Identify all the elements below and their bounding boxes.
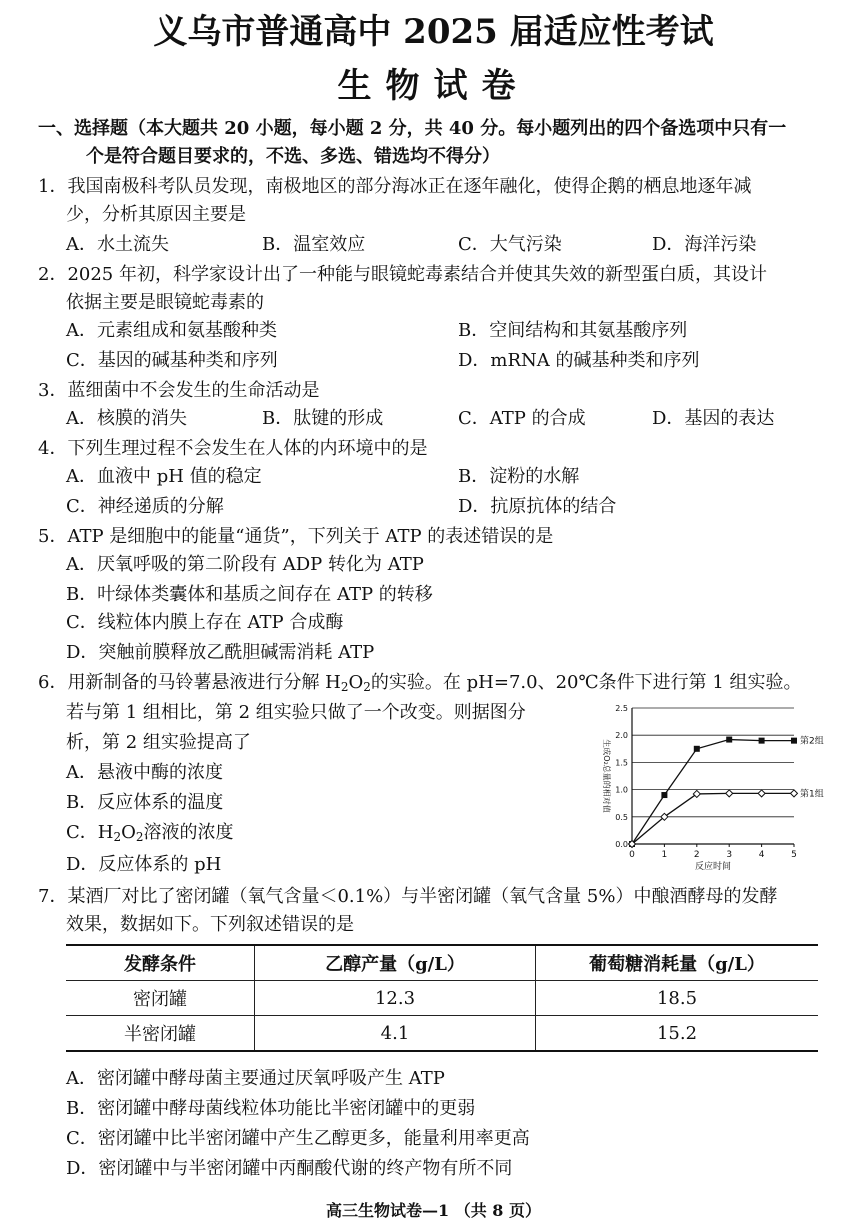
q1-stem: 1．我国南极科考队员发现，南极地区的部分海冰正在逐年融化，使得企鹅的栖息地逐年减: [38, 176, 752, 197]
table-header-cell: 发酵条件: [66, 945, 255, 981]
table-cell: 12.3: [255, 981, 536, 1016]
q3-stem: 3．蓝细菌中不会发生的生命活动是: [38, 380, 320, 401]
q3-option-b: B．肽键的形成: [262, 408, 384, 429]
q2-option-a: A．元素组成和氨基酸种类: [66, 320, 277, 341]
q6-option-c-part: C．H: [66, 822, 114, 843]
q1-stem-cont: 少，分析其原因主要是: [66, 204, 246, 225]
x-tick-label: 3: [726, 850, 733, 860]
y-tick-label: 2.5: [615, 704, 628, 713]
y-tick-label: 2.0: [615, 731, 628, 741]
q1-option-b: B．温室效应: [262, 234, 366, 255]
q5-option-b: B．叶绿体类囊体和基质之间存在 ATP 的转移: [66, 584, 433, 605]
q6-stem-part: 的实验。在 pH=7.0、20℃条件下进行第 1 组实验。: [370, 672, 802, 693]
q6-stem: [38, 670, 802, 700]
q7-option-b: B．密闭罐中酵母菌线粒体功能比半密闭罐中的更弱: [66, 1098, 476, 1119]
q6-option-d: D．反应体系的 pH: [66, 854, 222, 875]
series-line: [632, 740, 794, 844]
q4-stem: 4．下列生理过程不会发生在人体的内环境中的是: [38, 438, 428, 459]
section-heading-cont: 个是符合题目要求的，不选、多选、错选均不得分）: [86, 146, 500, 167]
q6-stem-part: O: [348, 672, 364, 693]
x-tick-label: 2: [693, 850, 700, 860]
subscript: 2: [363, 680, 371, 694]
data-point: [694, 746, 700, 752]
series-line: [632, 793, 794, 844]
table-row: [66, 981, 818, 1016]
x-tick-label: 0: [629, 850, 635, 860]
q5-option-d: D．突触前膜释放乙酰胆碱需消耗 ATP: [66, 642, 375, 663]
data-point: [726, 790, 733, 797]
q6-line-chart: [588, 700, 848, 880]
page-footer: 高三生物试卷—1 （共 8 页）: [326, 1201, 541, 1220]
data-point: [759, 738, 765, 744]
q6-stem-cont2: 析，第 2 组实验提高了: [66, 732, 251, 753]
q4-option-a: A．血液中 pH 值的稳定: [66, 466, 262, 487]
q6-stem-cont: 若与第 1 组相比，第 2 组实验只做了一个改变。则据图分: [66, 702, 526, 723]
data-point: [758, 790, 765, 797]
y-tick-label: 1.5: [615, 758, 628, 768]
series-label: 第2组: [800, 736, 824, 747]
q6-stem-part: 6．用新制备的马铃薯悬液进行分解 H: [38, 672, 341, 693]
q2-option-c: C．基因的碱基种类和序列: [66, 350, 278, 371]
q5-option-c: C．线粒体内膜上存在 ATP 合成酶: [66, 612, 344, 633]
q7-option-c: C．密闭罐中比半密闭罐中产生乙醇更多，能量利用率更高: [66, 1128, 530, 1149]
y-tick-label: 1.0: [615, 785, 628, 795]
x-axis-label: 反应时间: [694, 862, 732, 872]
q5-stem: 5．ATP 是细胞中的能量“通货”，下列关于 ATP 的表述错误的是: [38, 526, 554, 547]
q7-stem: 7．某酒厂对比了密闭罐（氧气含量＜0.1%）与半密闭罐（氧气含量 5%）中酿酒酵母的发酵: [38, 886, 778, 907]
data-point: [726, 737, 732, 743]
q4-option-c: C．神经递质的分解: [66, 496, 224, 517]
q4-option-d: D．抗原抗体的结合: [458, 496, 617, 517]
data-point: [791, 790, 798, 797]
table-cell: 密闭罐: [66, 981, 255, 1016]
q3-option-c: C．ATP 的合成: [458, 408, 586, 429]
q6-option-c-part: 溶液的浓度: [143, 822, 234, 843]
q7-option-a: A．密闭罐中酵母菌主要通过厌氧呼吸产生 ATP: [66, 1068, 445, 1089]
q2-option-b: B．空间结构和其氨基酸序列: [458, 320, 688, 341]
q2-stem-cont: 依据主要是眼镜蛇毒素的: [66, 292, 264, 313]
y-tick-label: 0.5: [615, 812, 628, 822]
exam-title: 义乌市普通高中 2025 届适应性考试: [153, 12, 714, 52]
data-point: [791, 738, 797, 744]
table-cell: 15.2: [536, 1016, 819, 1052]
q6-option-c-part: O: [121, 822, 136, 843]
q6-option-c: [66, 820, 234, 850]
table-header-row: [66, 945, 818, 981]
table-cell: 18.5: [536, 981, 819, 1016]
table-cell: 半密闭罐: [66, 1016, 255, 1052]
q3-option-a: A．核膜的消失: [66, 408, 187, 429]
y-axis-label: 生成O₂总量的相对值: [602, 739, 611, 813]
q1-option-d: D．海洋污染: [652, 234, 757, 255]
q2-stem: 2．2025 年初，科学家设计出了一种能与眼镜蛇毒素结合并使其失效的新型蛋白质，其设计: [38, 264, 767, 285]
q1-option-c: C．大气污染: [458, 234, 562, 255]
table-row: [66, 1016, 818, 1052]
q5-option-a: A．厌氧呼吸的第二阶段有 ADP 转化为 ATP: [66, 554, 424, 575]
q7-option-d: D．密闭罐中与半密闭罐中丙酮酸代谢的终产物有所不同: [66, 1158, 513, 1179]
q6-option-a: A．悬液中酶的浓度: [66, 762, 223, 783]
q6-option-b: B．反应体系的温度: [66, 792, 224, 813]
data-point: [661, 792, 667, 798]
q4-option-b: B．淀粉的水解: [458, 466, 580, 487]
subscript: 2: [113, 830, 122, 844]
subscript: 2: [135, 830, 144, 844]
fermentation-table: [66, 944, 818, 1052]
q1-option-a: A．水土流失: [66, 234, 169, 255]
x-tick-label: 5: [791, 850, 797, 860]
table-cell: 4.1: [255, 1016, 536, 1052]
series-label: 第1组: [800, 789, 824, 800]
exam-subtitle: 生物试卷: [337, 66, 530, 106]
section-heading: 一、选择题（本大题共 20 小题，每小题 2 分，共 40 分。每小题列出的四个备选项中只有一: [38, 118, 787, 139]
q7-stem-cont: 效果，数据如下。下列叙述错误的是: [66, 914, 354, 935]
subscript: 2: [340, 680, 349, 694]
table-header-cell: 乙醇产量（g/L）: [255, 945, 536, 981]
q2-option-d: D．mRNA 的碱基种类和序列: [458, 350, 700, 371]
x-tick-label: 4: [758, 850, 765, 860]
q3-option-d: D．基因的表达: [652, 408, 775, 429]
y-tick-label: 0.0: [615, 840, 628, 849]
table-header-cell: 葡萄糖消耗量（g/L）: [536, 945, 819, 981]
x-tick-label: 1: [661, 850, 668, 860]
